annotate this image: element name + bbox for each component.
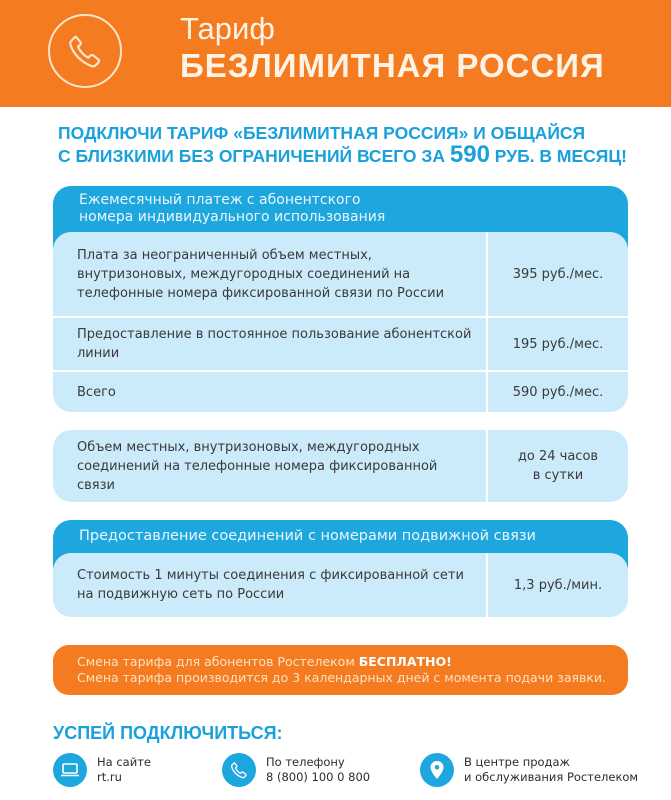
notice-line-2: Смена тарифа производится до 3 календарных дней с момента подачи заявки. (77, 670, 607, 685)
channel-label: На сайте (97, 755, 151, 769)
table-row (53, 316, 628, 370)
channel-detail: и обслуживания Ростелеком (464, 770, 639, 784)
header-title-small: Тариф (180, 11, 275, 46)
row-value: 590 руб./мес. (486, 372, 628, 412)
channel-label: В центре продаж (464, 755, 570, 769)
table-row (53, 370, 628, 412)
notice-line-1-text: Смена тарифа для абонентов Ростелеком (77, 654, 359, 669)
row-value: 395 руб./мес. (486, 232, 628, 316)
row-label: Всего (77, 384, 116, 400)
laptop-icon (53, 753, 87, 787)
volume-value-line-1: до 24 часов (517, 449, 599, 464)
phone-number[interactable]: 8 (800) 100 0 800 (266, 770, 371, 784)
row-label: Предоставление в постоянное пользование абонентской линии (77, 327, 472, 361)
row-value (486, 430, 628, 502)
row-label: Плата за неограниченный объем местных, внутризоновых, междугородных соединений на телефонные номера фиксированной связи по России (77, 247, 445, 301)
phone-icon (48, 14, 122, 88)
monthly-header-line-2: номера индивидуального использования (79, 209, 386, 225)
channel-sales-office[interactable] (420, 753, 638, 787)
volume-value-line-2: в сутки (532, 468, 584, 483)
row-label: Стоимость 1 минуты соединения с фиксированной сети на подвижную сеть по России (77, 568, 464, 602)
monthly-payment-body (53, 232, 628, 412)
notice-free-label: БЕСПЛАТНО! (358, 654, 452, 669)
cta-heading: УСПЕЙ ПОДКЛЮЧИТЬСЯ: (53, 723, 283, 743)
notice-line-1 (77, 654, 628, 670)
promo-price: 590 (449, 141, 490, 168)
channel-label: По телефону (266, 755, 345, 769)
mobile-calls-header: Предоставление соединений с номерами подвижной связи (53, 520, 628, 569)
promo-line-1: ПОДКЛЮЧИ ТАРИФ «БЕЗЛИМИТНАЯ РОССИЯ» И ОБЩАЙСЯ (58, 123, 586, 143)
promo-line-2 (58, 141, 658, 168)
phone-icon (222, 753, 256, 787)
row-value: 1,3 руб./мин. (486, 553, 628, 617)
monthly-payment-table (53, 186, 628, 412)
table-row (53, 553, 628, 617)
table-row (53, 232, 628, 316)
volume-table (53, 430, 628, 502)
mobile-calls-body (53, 553, 628, 617)
channel-website[interactable] (53, 753, 151, 787)
row-label: Объем местных, внутризоновых, междугородных соединений на телефонные номера фиксированной связи (77, 439, 438, 493)
promo-line-2-text: С БЛИЗКИМИ БЕЗ ОГРАНИЧЕНИЙ ВСЕГО ЗА (58, 146, 450, 166)
tariff-change-notice (53, 645, 628, 695)
mobile-calls-table (53, 520, 628, 617)
website-link[interactable]: rt.ru (97, 770, 122, 784)
promo-line-2-suffix: РУБ. В МЕСЯЦ! (489, 146, 627, 166)
channel-phone[interactable] (222, 753, 370, 787)
header-title-large: БЕЗЛИМИТНАЯ РОССИЯ (180, 47, 605, 84)
location-pin-icon (420, 753, 454, 787)
monthly-header-line-1: Ежемесячный платеж с абонентского (79, 192, 361, 208)
row-value: 195 руб./мес. (486, 318, 628, 370)
volume-body (53, 430, 628, 502)
table-row (53, 430, 628, 502)
promo-heading (58, 122, 658, 167)
header-banner (0, 0, 671, 107)
